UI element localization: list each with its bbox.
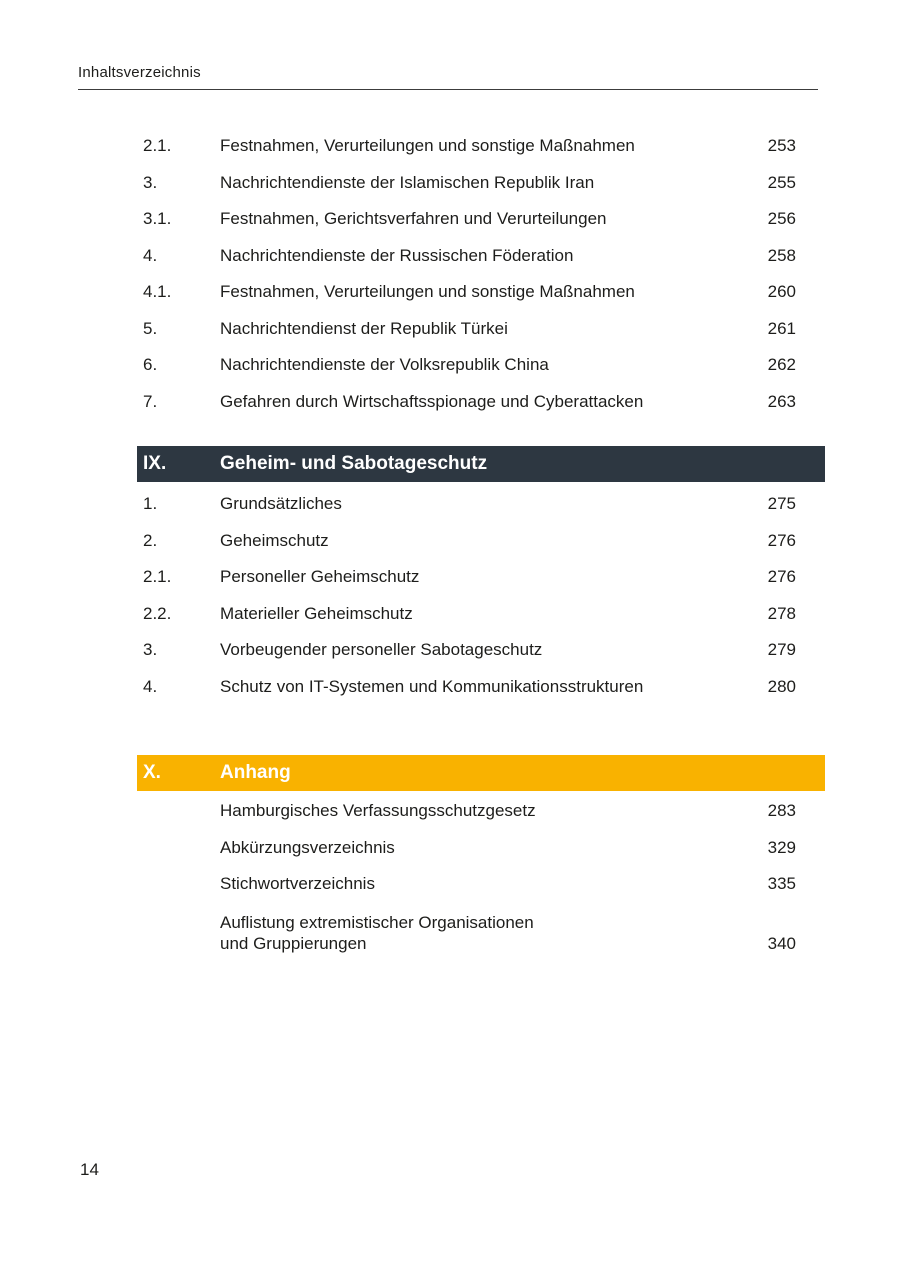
section-number: IX. xyxy=(143,453,167,474)
toc-entry-number: 4. xyxy=(143,245,158,265)
section-header-ix xyxy=(137,446,825,482)
toc-entry-page: 279 xyxy=(767,640,796,660)
page-number: 14 xyxy=(80,1160,99,1179)
toc-entry-title: Festnahmen, Gerichtsverfahren und Verurteilungen xyxy=(220,209,607,229)
toc-entry-title: Nachrichtendienste der Volksrepublik China xyxy=(220,355,549,375)
toc-entry-page: 261 xyxy=(767,318,796,338)
toc-entry-number: 3. xyxy=(143,640,158,660)
toc-entry-number: 2.1. xyxy=(143,567,172,587)
toc-entry-page: 253 xyxy=(767,136,796,156)
toc-entry-title: Grundsätzliches xyxy=(220,494,342,514)
toc-row xyxy=(137,238,825,275)
toc-entry-title: Hamburgisches Verfassungsschutzgesetz xyxy=(220,801,536,821)
toc-row xyxy=(137,596,825,633)
toc-entry-page: 262 xyxy=(767,355,796,375)
toc-row xyxy=(137,830,825,867)
toc-entry-title: Festnahmen, Verurteilungen und sonstige Maßnahmen xyxy=(220,282,635,302)
toc-entry-title: Festnahmen, Verurteilungen und sonstige Maßnahmen xyxy=(220,136,635,156)
toc-entry-page: 276 xyxy=(767,567,796,587)
toc-row xyxy=(137,128,825,165)
toc-entry-page: 335 xyxy=(767,874,796,894)
toc-entry-number: 3.1. xyxy=(143,209,172,229)
toc-entry-title: Nachrichtendienst der Republik Türkei xyxy=(220,318,508,338)
toc-row xyxy=(137,384,825,421)
toc-row xyxy=(137,559,825,596)
toc-entry-page: 255 xyxy=(767,172,796,192)
toc-entry-title: Nachrichtendienste der Islamischen Republik Iran xyxy=(220,172,595,192)
toc-row xyxy=(137,866,825,903)
toc-row xyxy=(137,903,825,961)
toc-entry-title: Schutz von IT-Systemen und Kommunikationsstrukturen xyxy=(220,676,644,696)
toc-entry-number: 2. xyxy=(143,530,158,550)
toc-entry-page: 283 xyxy=(767,801,796,821)
toc-row xyxy=(137,274,825,311)
toc-entry-title: Vorbeugender personeller Sabotageschutz xyxy=(220,640,543,660)
section-header-x xyxy=(137,755,825,791)
toc-row xyxy=(137,793,825,830)
toc-entry-page: 263 xyxy=(767,391,796,411)
section-number: X. xyxy=(143,762,161,783)
toc-entry-number: 5. xyxy=(143,318,158,338)
toc-entry-title: Nachrichtendienste der Russischen Föderation xyxy=(220,245,574,265)
toc-row xyxy=(137,486,825,523)
section-title: Geheim- und Sabotageschutz xyxy=(220,453,488,474)
toc-entry-page: 258 xyxy=(767,245,796,265)
toc-row xyxy=(137,311,825,348)
toc-entry-page: 280 xyxy=(767,676,796,696)
toc-entry-title: Materieller Geheimschutz xyxy=(220,603,413,623)
toc-row xyxy=(137,632,825,669)
toc-entry-title: Stichwortverzeichnis xyxy=(220,874,375,894)
toc-entry-title: Gefahren durch Wirtschaftsspionage und Cyberattacken xyxy=(220,391,644,411)
toc-row xyxy=(137,347,825,384)
toc-entry-page: 329 xyxy=(767,837,796,857)
toc-row xyxy=(137,669,825,706)
toc-row xyxy=(137,523,825,560)
toc-entry-title: Abkürzungsverzeichnis xyxy=(220,837,395,857)
toc-entry-page: 275 xyxy=(767,494,796,514)
toc-entry-page: 276 xyxy=(767,530,796,550)
toc-entry-number: 6. xyxy=(143,355,158,375)
toc-row xyxy=(137,201,825,238)
toc-entry-title: Personeller Geheimschutz xyxy=(220,567,420,587)
toc-entry-number: 3. xyxy=(143,172,158,192)
toc-entry-number: 1. xyxy=(143,494,158,514)
table-of-contents xyxy=(137,128,825,961)
page-header: Inhaltsverzeichnis xyxy=(78,64,818,90)
toc-entry-number: 4.1. xyxy=(143,282,172,302)
toc-entry-page: 340 xyxy=(767,933,796,953)
toc-entry-page: 278 xyxy=(767,603,796,623)
toc-entry-page: 256 xyxy=(767,209,796,229)
section-title: Anhang xyxy=(220,762,291,783)
toc-row xyxy=(137,165,825,202)
toc-entry-page: 260 xyxy=(767,282,796,302)
toc-entry-number: 7. xyxy=(143,391,158,411)
toc-entry-title: Geheimschutz xyxy=(220,530,329,550)
toc-entry-number: 4. xyxy=(143,676,158,696)
toc-entry-title: Auflistung extremistischer Organisationen und Gruppierungen xyxy=(220,912,534,953)
toc-entry-number: 2.2. xyxy=(143,603,172,623)
toc-entry-number: 2.1. xyxy=(143,136,172,156)
